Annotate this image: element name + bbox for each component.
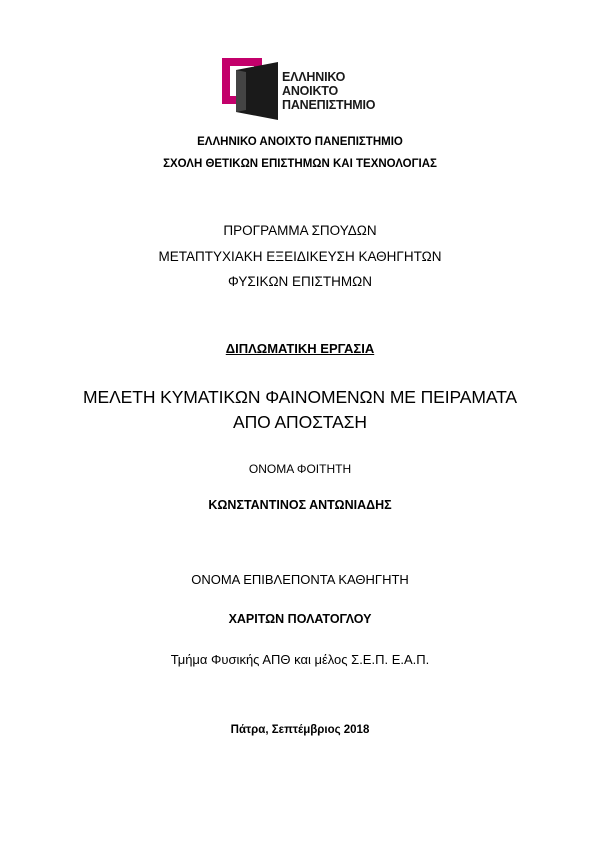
university-name: ΕΛΛΗΝΙΚΟ ΑΝΟΙΧΤΟ ΠΑΝΕΠΙΣΤΗΜΙΟ xyxy=(197,136,403,148)
supervisor-label: ΟΝΟΜΑ ΕΠΙΒΛΕΠΟΝΤΑ ΚΑΘΗΓΗΤΗ xyxy=(191,572,409,587)
thesis-title-line-1: ΜΕΛΕΤΗ ΚΥΜΑΤΙΚΩΝ ΦΑΙΝΟΜΕΝΩΝ ΜΕ ΠΕΙΡΑΜΑΤΑ xyxy=(83,387,517,407)
student-label: ΟΝΟΜΑ ΦΟΙΤΗΤΗ xyxy=(248,462,352,476)
school-name: ΣΧΟΛΗ ΘΕΤΙΚΩΝ ΕΠΙΣΤΗΜΩΝ ΚΑΙ ΤΕΧΝΟΛΟΓΙΑΣ xyxy=(163,158,437,170)
program-line-3: ΦΥΣΙΚΩΝ ΕΠΙΣΤΗΜΩΝ xyxy=(228,274,372,289)
logo-line-3: ΠΑΝΕΠΙΣΤΗΜΙΟ xyxy=(282,98,376,112)
supervisor-name: ΧΑΡΙΤΩΝ ΠΟΛΑΤΟΓΛΟΥ xyxy=(228,612,372,626)
supervisor-department: Τμήμα Φυσικής ΑΠΘ και μέλος Σ.Ε.Π. Ε.Α.Π. xyxy=(170,652,430,667)
program-line-1: ΠΡΟΓΡΑΜΜΑ ΣΠΟΥΔΩΝ xyxy=(223,223,377,238)
university-logo-icon xyxy=(222,58,278,120)
thesis-label: ΔΙΠΛΩΜΑΤΙΚΗ ΕΡΓΑΣΙΑ xyxy=(225,341,375,356)
logo-wordmark xyxy=(282,70,375,112)
student-name: ΚΩΝΣΤΑΝΤΙΝΟΣ ΑΝΤΩΝΙΑΔΗΣ xyxy=(208,498,392,512)
university-logo xyxy=(222,58,392,120)
thesis-title-line-2: ΑΠΟ ΑΠΟΣΤΑΣΗ xyxy=(233,412,367,432)
logo-line-1: ΕΛΛΗΝΙΚΟ xyxy=(282,70,346,84)
program-line-2: ΜΕΤΑΠΤΥΧΙΑΚΗ ΕΞΕΙΔΙΚΕΥΣΗ ΚΑΘΗΓΗΤΩΝ xyxy=(158,249,442,264)
place-date: Πάτρα, Σεπτέμβριος 2018 xyxy=(230,724,370,736)
logo-line-2: ΑΝΟΙΚΤΟ xyxy=(282,84,339,98)
